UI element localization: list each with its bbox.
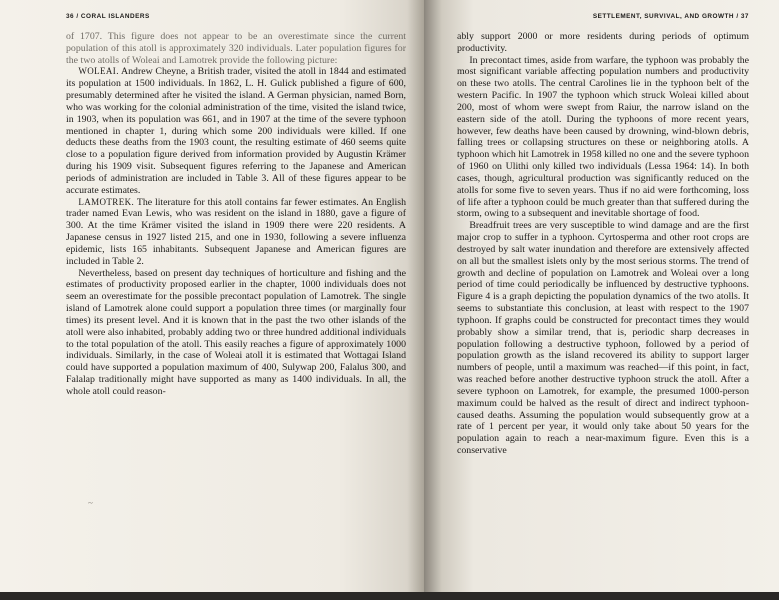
paragraph: Breadfruit trees are very susceptible to wind damage and are the first major crop to suffer in a typhoon. Cyrtosperma and other root crops are destroyed by salt water inundation and therefore are extensively affected on all but the smallest islets only by the most serious storms. The trend of growth and decline of population on Lamotrek and Woleai over a long period of time could periodically be influenced by destructive typhoons. Figure 4 is a graph depicting the population dynamics of the two atolls. It seems to substantiate this conclusion, at least with respect to the 1907 typhoon. If graphs could be constructed for precontact times they would probably show a similar trend, that is, periodic sharp decreases in population following a destructive typhoon, followed by a period of population growth as the island recovered its ability to support larger numbers of people, until a maximum was reached—if this point, in fact, was reached before another destructive typhoon struck the atoll. After a severe typhoon on Lamotrek, for example, the presumed 1000-person maximum could be halved as the result of direct and indirect typhoon-caused deaths. Assuming the population would subsequently grow at a rate of 1 percent per year, it would only take about 50 years for the population again to reach a near-maximum figure. Even this is a conservative bbox=[457, 220, 749, 456]
paragraph bbox=[66, 66, 406, 196]
left-body-text bbox=[66, 31, 406, 398]
left-running-head: 36 / CORAL ISLANDERS bbox=[66, 13, 150, 20]
paragraph: ably support 2000 or more residents during periods of optimum productivity. bbox=[457, 31, 749, 54]
scan-bottom-edge bbox=[0, 592, 779, 600]
section-head-woleai: WOLEAI. bbox=[78, 66, 119, 77]
paragraph: In precontact times, aside from warfare, the typhoon was probably the most significant variable affecting population numbers and productivity on these two atolls. The central Carolines lie in the typhoon belt of the western Pacific. In 1907 the typhoon which struck Woleai killed about 200, most of whom were swept from Raiur, the narrow island on the eastern side of the atoll. During the typhoons of more recent years, however, few deaths have been caused by drowning, wind-blown debris, falling trees or collapsing structures on these or neighboring atolls. A typhoon which hit Lamotrek in 1958 killed no one and the severe typhoon of 1960 on Ulithi only killed two individuals (Lessa 1964: 14). In both cases, though, agricultural production was significantly reduced on the atolls for some five to seven years. Thus if no aid were forthcoming, loss of life after a typhoon could be much greater than that suffered during the storm, owing to a subsequent and inevitable shortage of food. bbox=[457, 54, 749, 220]
paragraph bbox=[66, 197, 406, 268]
paragraph-text: Andrew Cheyne, a British trader, visited the atoll in 1844 and estimated its population at 1500 individuals. In 1862, L. H. Gulick published a figure of 600, presumably determined after he visited the island. A German physician, named Born, who was working for the colonial administration of the time, visited the island twice, in 1903, when its population was 661, and in 1907 at the time of the severe typhoon mentioned in chapter 1, during which some 200 individuals were killed. If one deducts these deaths from the 1903 count, the resulting estimate of 460 seems quite close to a population figure derived from information provided by Augustin Krämer during his 1909 visit. Subsequent figures referring to the Japanese and American periods of administration are included in Table 3. All of these figures appear to be accurate estimates. bbox=[66, 66, 406, 196]
paragraph: Nevertheless, based on present day techniques of horticulture and fishing and the estimates of productivity proposed earlier in the chapter, 1000 individuals does not seem an overestimate for the possible precontact population of Lamotrek. The single island of Lamotrek alone could support a population three times (or marginally four times) its present level. And it is known that in the past the two other islands of the atoll were also inhabited, probably adding two or three hundred additional individuals to the total population of the atoll. This easily reaches a figure of approximately 1000 individuals. Similarly, in the case of Woleai atoll it is estimated that Wottagai Island could have supported a population maximum of 400, Sulywap 200, Falalus 300, and Falalap traditionally might have supported as many as 1400 individuals. In all, the whole atoll could reason- bbox=[66, 267, 406, 397]
section-head-lamotrek: LAMOTREK. bbox=[78, 196, 135, 207]
right-running-head: SETTLEMENT, SURVIVAL, AND GROWTH / 37 bbox=[592, 13, 749, 20]
paragraph: of 1707. This figure does not appear to be an overestimate since the current population of this atoll is approximately 320 individuals. Later population figures for the two atolls of Woleai and Lamotrek provide the following picture: bbox=[66, 31, 406, 66]
right-body-text bbox=[457, 31, 749, 457]
paragraph-text: The literature for this atoll contains far fewer estimates. An English trader named Evan Lewis, who was resident on the island in 1880, gave a figure of 300. At the time Krämer visited the island in 1909 there were 220 residents. A Japanese census in 1927 listed 215, and one in 1930, following a severe influenza epidemic, lists 165 inhabitants. Subsequent Japanese and American figures are included in Table 2. bbox=[66, 196, 406, 267]
margin-mark: ~ bbox=[88, 498, 93, 508]
right-page bbox=[424, 0, 779, 596]
